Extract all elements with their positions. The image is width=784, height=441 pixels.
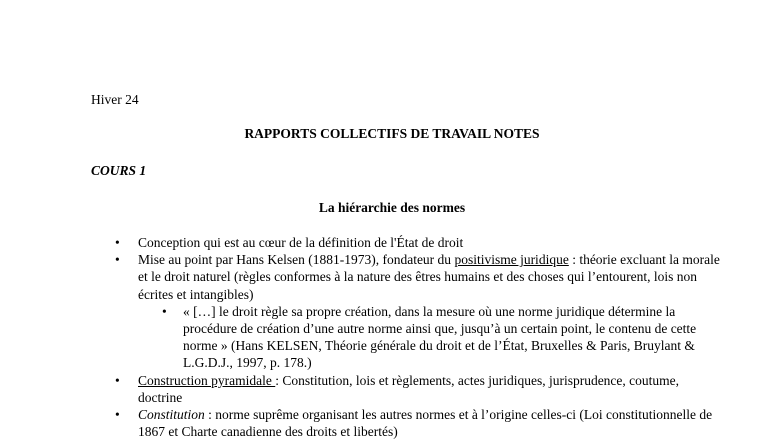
italic-term: Constitution (138, 407, 205, 423)
term-label: Hiver 24 (91, 92, 139, 107)
list-item (115, 372, 723, 406)
bullet-icon: • (115, 407, 120, 423)
quote-text: « […] le droit règle sa propre création, dans la mesure où une norme juridique détermine la procédure de création d’une autre norme ainsi que, jusqu’à un certain point, le contenu de cette norme » (Hans KELSEN, Théorie générale du droit et de l’État, Bruxelles & Paris, Bruylant & L.G.D.J., 1997, p. 178.) (183, 303, 697, 371)
bullet-icon: • (115, 252, 120, 268)
underlined-term: Construction pyramidale (138, 372, 276, 388)
list-item (115, 234, 723, 251)
bullet-icon: • (115, 372, 120, 388)
list-item-text: : Constitution, lois et règlements, actes juridiques, jurisprudence, coutume, doctrine (138, 372, 680, 405)
bullet-icon: • (115, 235, 120, 250)
list-item-text: : théorie excluant la morale et le droit naturel (règles conformes à la nature des êtres humains et des choses qui l’entourent, lois non écrites et intangibles) (138, 252, 720, 302)
sub-list-item (162, 303, 723, 372)
underlined-term: positivisme juridique (454, 252, 569, 268)
course-heading: COURS 1 (91, 163, 147, 178)
list-item (115, 406, 723, 440)
list-item (115, 251, 723, 371)
list-item-text: : norme suprême organisant les autres normes et à l’origine celles-ci (Loi constitutionnelle de 1867 et Charte canadienne des droits et libertés) (138, 407, 713, 440)
sub-bullet-list (138, 303, 723, 372)
bullet-icon: • (162, 303, 167, 319)
bullet-list (115, 234, 723, 440)
list-item-text: Mise au point par Hans Kelsen (1881-1973), fondateur du (138, 252, 455, 268)
list-item-text: Conception qui est au cœur de la définition de l'État de droit (138, 235, 464, 250)
section-title: La hiérarchie des normes (318, 200, 466, 215)
document-title: RAPPORTS COLLECTIFS DE TRAVAIL NOTES (244, 126, 540, 141)
